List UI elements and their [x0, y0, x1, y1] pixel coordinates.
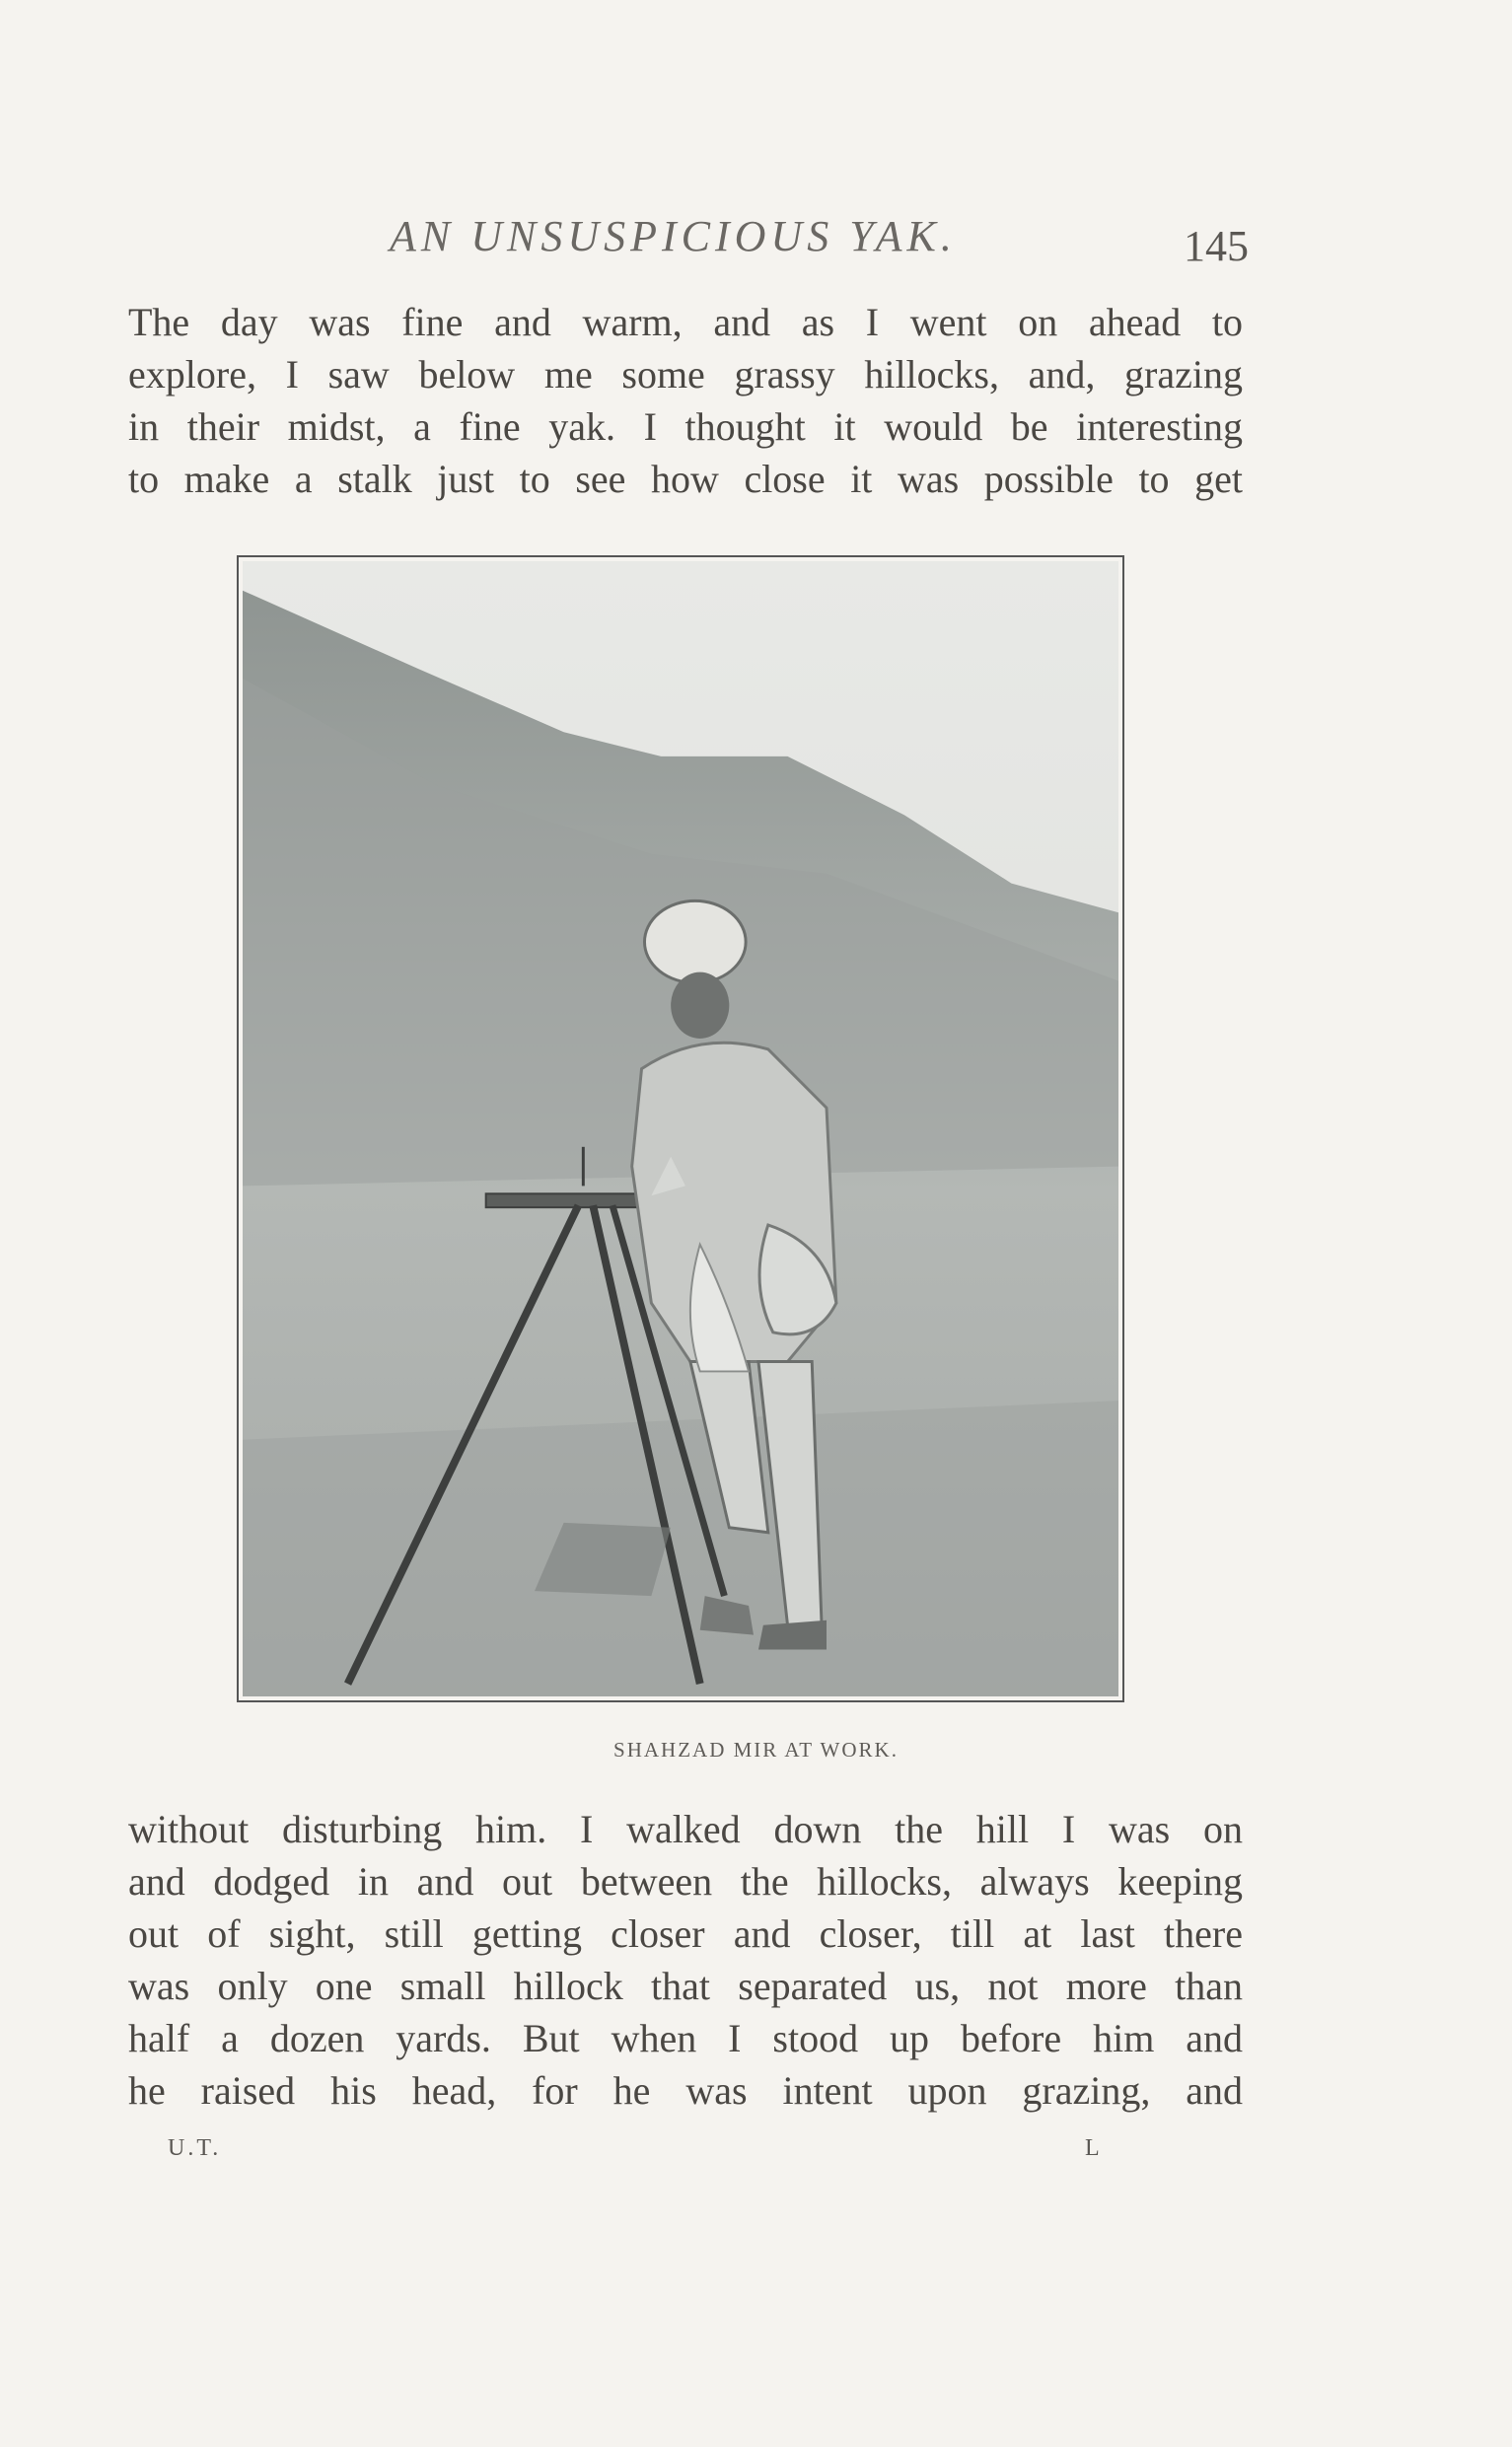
- text-line: The day was fine and warm, and as I went on ahead to: [128, 300, 1243, 344]
- text-line: half a dozen yards. But when I stood up before him and: [128, 2016, 1243, 2060]
- text-line: in their midst, a fine yak. I thought it would be interesting: [128, 404, 1243, 449]
- text-line: and dodged in and out between the hillocks, always keeping: [128, 1859, 1243, 1904]
- signature-letter: L: [1085, 2135, 1100, 2161]
- running-title: AN UNSUSPICIOUS YAK.: [390, 212, 957, 260]
- photo-plate: [237, 555, 1124, 1702]
- text-line: he raised his head, for he was intent upon grazing, and: [128, 2068, 1243, 2113]
- text-line: to make a stalk just to see how close it was possible to get: [128, 457, 1243, 501]
- text-line: explore, I saw below me some grassy hillocks, and, grazing: [128, 352, 1243, 396]
- signature-mark: U.T.: [168, 2135, 222, 2161]
- text-line: without disturbing him. I walked down the hill I was on: [128, 1807, 1243, 1851]
- figure-caption: SHAHZAD MIR AT WORK.: [613, 1738, 899, 1762]
- text-line: out of sight, still getting closer and closer, till at last there: [128, 1911, 1243, 1956]
- page-number: 145: [1184, 222, 1249, 270]
- text-line: was only one small hillock that separated us, not more than: [128, 1964, 1243, 2008]
- paragraph-2: [128, 1803, 1243, 2117]
- page-header: [0, 211, 1512, 270]
- paragraph-1: [128, 296, 1243, 505]
- surveyor-photo: [243, 561, 1118, 1696]
